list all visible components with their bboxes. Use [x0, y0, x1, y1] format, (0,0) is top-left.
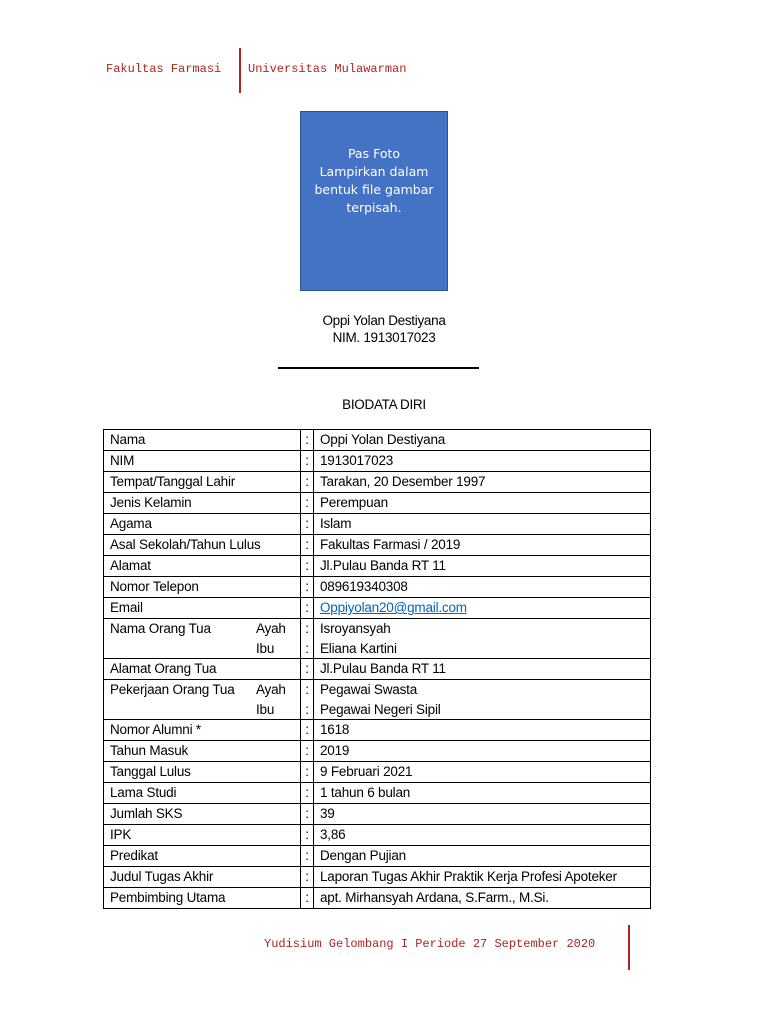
row-separator: :	[301, 451, 314, 472]
table-row	[104, 762, 651, 783]
row-value	[314, 619, 651, 659]
table-row	[104, 577, 651, 598]
row-label: Alamat	[104, 556, 301, 577]
row-sublabels	[256, 619, 286, 658]
table-row	[104, 720, 651, 741]
row-label: Alamat Orang Tua	[104, 659, 301, 680]
row-label: Jenis Kelamin	[104, 493, 301, 514]
table-row	[104, 598, 651, 619]
value-ayah: Pegawai Swasta	[320, 682, 418, 697]
row-value: 9 Februari 2021	[314, 762, 651, 783]
table-row	[104, 556, 651, 577]
row-value: Fakultas Farmasi / 2019	[314, 535, 651, 556]
row-value: Oppi Yolan Destiyana	[314, 430, 651, 451]
row-value: Islam	[314, 514, 651, 535]
row-value: 1 tahun 6 bulan	[314, 783, 651, 804]
table-row	[104, 514, 651, 535]
row-separator: :	[301, 741, 314, 762]
value-ibu: Pegawai Negeri Sipil	[320, 701, 441, 717]
table-row	[104, 535, 651, 556]
row-label: Judul Tugas Akhir	[104, 867, 301, 888]
table-row	[104, 804, 651, 825]
row-label: Email	[104, 598, 301, 619]
row-label-text: Pekerjaan Orang Tua	[110, 682, 235, 697]
table-row	[104, 680, 651, 720]
row-value	[314, 598, 651, 619]
row-value: Dengan Pujian	[314, 846, 651, 867]
row-value: Tarakan, 20 Desember 1997	[314, 472, 651, 493]
row-separator	[301, 619, 314, 659]
row-separator: :	[301, 514, 314, 535]
row-label: Pembimbing Utama	[104, 888, 301, 909]
table-row	[104, 825, 651, 846]
row-label-text: Nama Orang Tua	[110, 621, 211, 636]
separator-ayah: :	[305, 682, 309, 697]
row-separator: :	[301, 888, 314, 909]
photo-text-line: terpisah.	[346, 200, 402, 215]
faculty-name: Fakultas Farmasi	[106, 62, 222, 76]
row-label: IPK	[104, 825, 301, 846]
row-separator: :	[301, 472, 314, 493]
table-row	[104, 846, 651, 867]
row-label: Asal Sekolah/Tahun Lulus	[104, 535, 301, 556]
sublabel-ayah: Ayah	[256, 621, 286, 636]
photo-text-line: Lampirkan dalam	[319, 164, 429, 179]
table-row	[104, 430, 651, 451]
row-label: Predikat	[104, 846, 301, 867]
row-separator	[301, 680, 314, 720]
separator-ibu: :	[305, 701, 309, 717]
signature-line	[278, 367, 479, 369]
row-sublabels	[256, 680, 286, 719]
sublabel-ayah: Ayah	[256, 682, 286, 697]
row-label	[104, 680, 301, 720]
table-row	[104, 783, 651, 804]
row-label: Agama	[104, 514, 301, 535]
header-divider	[239, 48, 241, 93]
separator-ayah: :	[305, 621, 309, 636]
row-separator: :	[301, 493, 314, 514]
value-ayah: Isroyansyah	[320, 621, 391, 636]
row-separator: :	[301, 659, 314, 680]
row-value: 2019	[314, 741, 651, 762]
row-label: Lama Studi	[104, 783, 301, 804]
student-name: Oppi Yolan Destiyana	[322, 313, 446, 328]
row-label: Nama	[104, 430, 301, 451]
row-value: 089619340308	[314, 577, 651, 598]
value-ibu: Eliana Kartini	[320, 640, 397, 656]
row-separator: :	[301, 720, 314, 741]
row-separator: :	[301, 867, 314, 888]
row-label: Tempat/Tanggal Lahir	[104, 472, 301, 493]
student-nim: NIM. 1913017023	[332, 330, 436, 345]
row-separator: :	[301, 804, 314, 825]
photo-placeholder	[300, 111, 448, 291]
row-label	[104, 619, 301, 659]
separator-ibu: :	[305, 640, 309, 656]
sublabel-ibu: Ibu	[256, 701, 275, 717]
sublabel-ibu: Ibu	[256, 640, 275, 656]
row-label: Tanggal Lulus	[104, 762, 301, 783]
footer-text: Yudisium Gelombang I Periode 27 September 2020	[264, 937, 596, 951]
row-label: Tahun Masuk	[104, 741, 301, 762]
row-label: Nomor Alumni *	[104, 720, 301, 741]
row-value: apt. Mirhansyah Ardana, S.Farm., M.Si.	[314, 888, 651, 909]
photo-text-line: Pas Foto	[347, 146, 401, 161]
email-link[interactable]: Oppiyolan20@gmail.com	[320, 600, 467, 615]
row-value: 1913017023	[314, 451, 651, 472]
footer-divider	[628, 925, 630, 970]
table-row	[104, 741, 651, 762]
row-separator: :	[301, 825, 314, 846]
photo-text-line: bentuk file gambar	[314, 182, 434, 197]
table-row	[104, 619, 651, 659]
row-separator: :	[301, 846, 314, 867]
row-label: NIM	[104, 451, 301, 472]
row-value: 3,86	[314, 825, 651, 846]
row-separator: :	[301, 556, 314, 577]
row-separator: :	[301, 783, 314, 804]
section-title: BIODATA DIRI	[342, 397, 426, 412]
row-separator: :	[301, 762, 314, 783]
table-row	[104, 493, 651, 514]
table-row	[104, 659, 651, 680]
row-value: Perempuan	[314, 493, 651, 514]
photo-placeholder-text	[304, 145, 443, 217]
row-value: Laporan Tugas Akhir Praktik Kerja Profesi Apoteker	[314, 867, 651, 888]
row-separator: :	[301, 577, 314, 598]
university-name: Universitas Mulawarman	[248, 62, 407, 76]
table-row	[104, 472, 651, 493]
row-value: 39	[314, 804, 651, 825]
row-label: Nomor Telepon	[104, 577, 301, 598]
row-label: Jumlah SKS	[104, 804, 301, 825]
row-value: Jl.Pulau Banda RT 11	[314, 556, 651, 577]
row-separator: :	[301, 430, 314, 451]
row-separator: :	[301, 535, 314, 556]
table-row	[104, 451, 651, 472]
row-value: 1618	[314, 720, 651, 741]
row-separator: :	[301, 598, 314, 619]
table-row	[104, 867, 651, 888]
table-row	[104, 888, 651, 909]
row-value	[314, 680, 651, 720]
biodata-table	[103, 429, 651, 909]
row-value: Jl.Pulau Banda RT 11	[314, 659, 651, 680]
